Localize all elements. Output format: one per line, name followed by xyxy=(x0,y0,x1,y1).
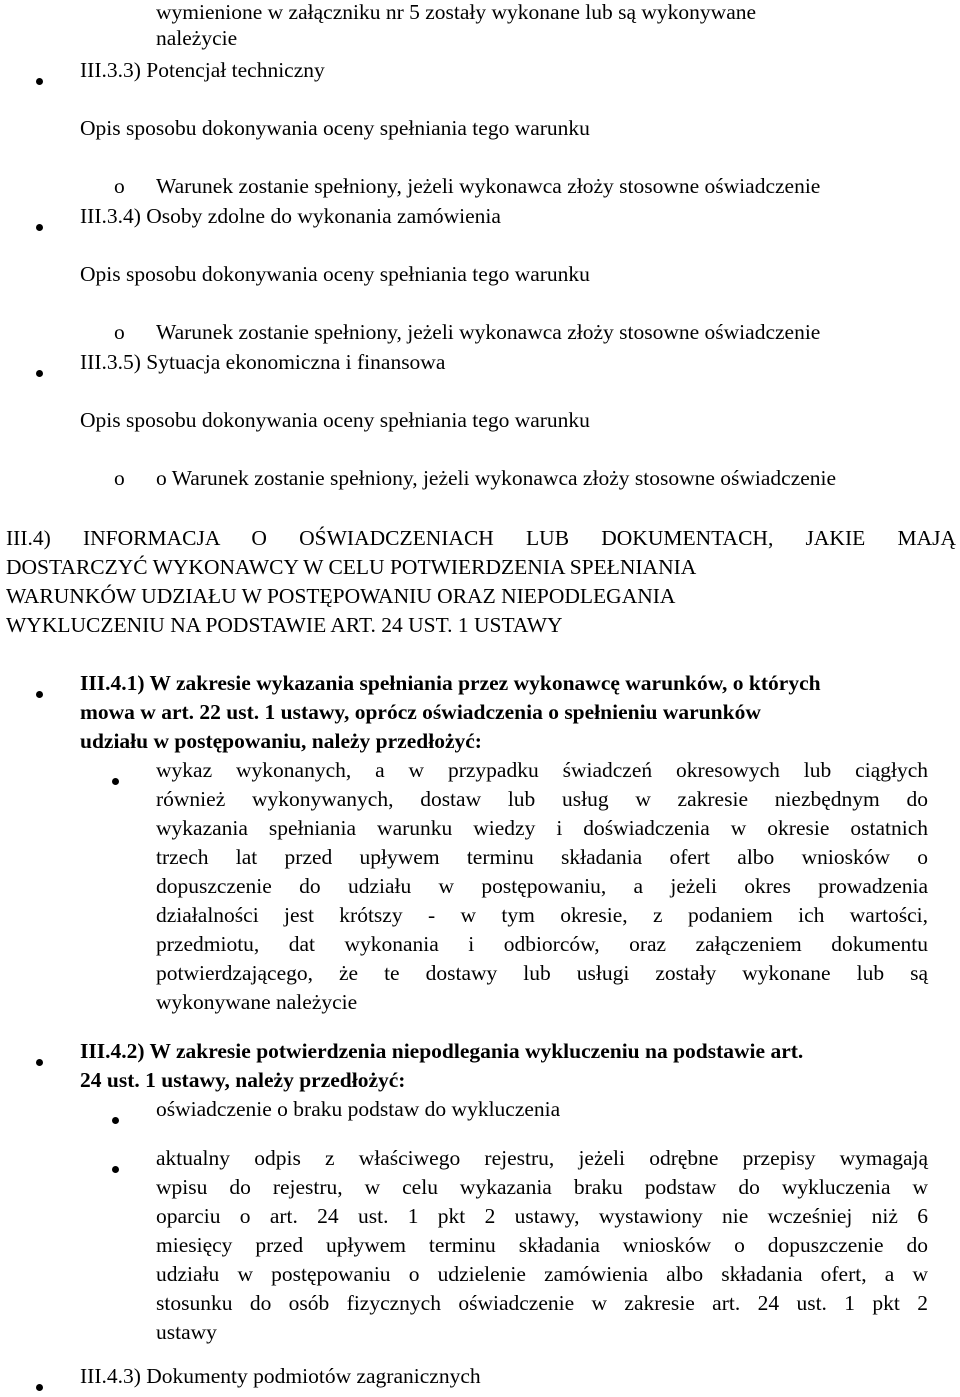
text-line: Opis sposobu dokonywania oceny spełniania tego warunku xyxy=(80,262,590,286)
list-item-line: ustawy xyxy=(156,1320,217,1344)
bullet xyxy=(112,778,119,785)
text-line: o Warunek zostanie spełniony, jeżeli wykonawca złoży stosowne oświadczenie xyxy=(156,466,837,490)
text-line: należycie xyxy=(156,26,238,50)
section-heading-line: WYKLUCZENIU NA PODSTAWIE ART. 24 UST. 1 USTAWY xyxy=(6,613,563,637)
subsection-heading: III.4.2) W zakresie potwierdzenia niepodlegania wykluczeniu na podstawie art. xyxy=(80,1039,804,1063)
subsection-heading: udziału w postępowaniu, należy przedłożyć: xyxy=(80,729,482,753)
list-item-line: wykaz wykonanych, a w przypadku świadczeń okresowych lub ciągłych xyxy=(156,758,928,782)
section-heading: III.3.3) Potencjał techniczny xyxy=(80,58,325,82)
subsection-heading: mowa w art. 22 ust. 1 ustawy, oprócz oświadczenia o spełnieniu warunków xyxy=(80,700,761,724)
o-marker: o xyxy=(114,174,125,198)
text-line: wymienione w załączniku nr 5 zostały wykonane lub są wykonywane xyxy=(156,0,757,24)
list-item-line: wykonywane należycie xyxy=(156,990,358,1014)
subsection-heading: III.4.1) W zakresie wykazania spełniania przez wykonawcę warunków, o których xyxy=(80,671,821,695)
section-heading-line: DOSTARCZYĆ WYKONAWCY W CELU POTWIERDZENIA SPEŁNIANIA xyxy=(6,555,697,579)
list-item-line: wpisu do rejestru, w celu wykazania braku podstaw do wykluczenia w xyxy=(156,1175,928,1199)
list-item-line: miesięcy przed upływem terminu składania wniosków o dopuszczenie do xyxy=(156,1233,928,1257)
text-line: Opis sposobu dokonywania oceny spełniania tego warunku xyxy=(80,116,590,140)
list-item-line: wykazania spełniania warunku wiedzy i doświadczenia w okresie ostatnich xyxy=(156,816,928,840)
section-heading-line: III.4) INFORMACJA O OŚWIADCZENIACH LUB DOKUMENTACH, JAKIE MAJĄ xyxy=(6,526,956,550)
subsection-heading: III.4.3) Dokumenty podmiotów zagranicznych xyxy=(80,1364,481,1388)
list-item-line: dopuszczenie do udziału w postępowaniu, a jeżeli okres prowadzenia xyxy=(156,874,928,898)
list-item-line: stosunku do osób fizycznych oświadczenie w zakresie art. 24 ust. 1 pkt 2 xyxy=(156,1291,928,1315)
text-line: Warunek zostanie spełniony, jeżeli wykonawca złoży stosowne oświadczenie xyxy=(156,174,821,198)
list-item-line: aktualny odpis z właściwego rejestru, jeżeli odrębne przepisy wymagają xyxy=(156,1146,928,1170)
bullet xyxy=(112,1117,119,1124)
section-heading-line: WARUNKÓW UDZIAŁU W POSTĘPOWANIU ORAZ NIEPODLEGANIA xyxy=(6,584,676,608)
text-line: Warunek zostanie spełniony, jeżeli wykonawca złoży stosowne oświadczenie xyxy=(156,320,821,344)
list-item-line: również wykonywanych, dostaw lub usług w zakresie niezbędnym do xyxy=(156,787,928,811)
bullet xyxy=(36,370,43,377)
text-line: Opis sposobu dokonywania oceny spełniania tego warunku xyxy=(80,408,590,432)
list-item-line: przedmiotu, dat wykonania i odbiorców, oraz załączeniem dokumentu xyxy=(156,932,928,956)
list-item-line: trzech lat przed upływem terminu składania ofert albo wniosków o xyxy=(156,845,928,869)
list-item-line: potwierdzającego, że te dostawy lub usługi zostały wykonane lub są xyxy=(156,961,928,985)
subsection-heading: 24 ust. 1 ustawy, należy przedłożyć: xyxy=(80,1068,406,1092)
list-item-line: oświadczenie o braku podstaw do wykluczenia xyxy=(156,1097,561,1121)
o-marker: o xyxy=(114,320,125,344)
list-item-line: działalności jest krótszy - w tym okresie, z podaniem ich wartości, xyxy=(156,903,928,927)
section-heading: III.3.4) Osoby zdolne do wykonania zamówienia xyxy=(80,204,501,228)
list-item-line: oparciu o art. 24 ust. 1 pkt 2 ustawy, wystawiony nie wcześniej niż 6 xyxy=(156,1204,928,1228)
section-heading: III.3.5) Sytuacja ekonomiczna i finansowa xyxy=(80,350,446,374)
bullet xyxy=(36,224,43,231)
bullet xyxy=(36,1059,43,1066)
o-marker: o xyxy=(114,466,125,490)
bullet xyxy=(36,691,43,698)
list-item-line: udziału w postępowaniu o udzielenie zamówienia albo składania ofert, a w xyxy=(156,1262,928,1286)
bullet xyxy=(36,78,43,85)
bullet xyxy=(36,1384,43,1391)
bullet xyxy=(112,1166,119,1173)
